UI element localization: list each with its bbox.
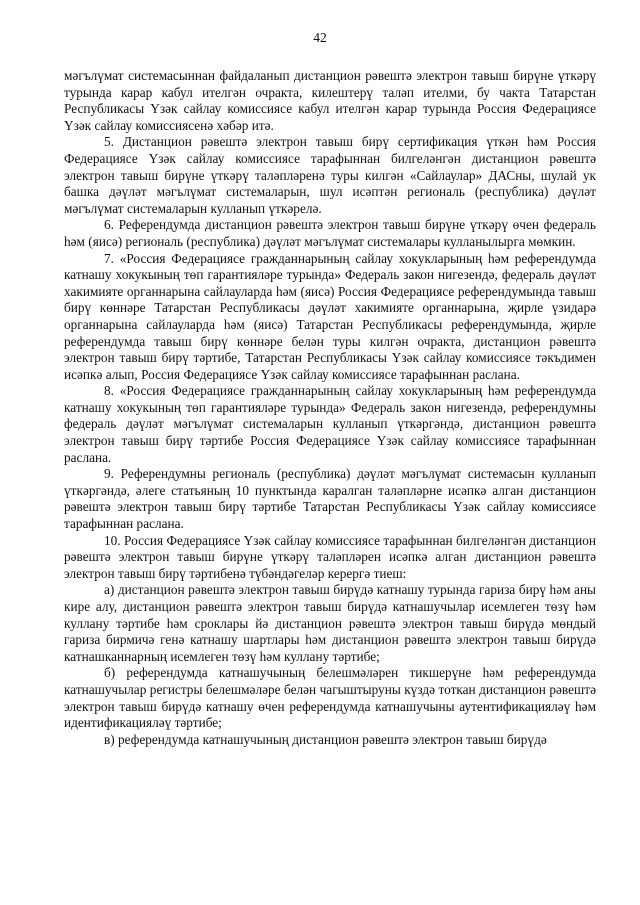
paragraph-item-7: 7. «Россия Федерациясе гражданнарының сайлау хокукларының һәм референдумда катнашу хокукының төп гарантияләре турында» Федераль закон нигезендә, федераль дәүләт хакимияте органнарына сайлауларда һәм (яисә) Россия Федерациясе референдумында тавыш бирү көннәре Татарстан Республикасы дәүләт хакимияте органнарына, җирле үзидарә органнарына сайлауларда һәм (яисә) Татарстан Республикасы референдумында, җирле референдумда тавыш бирү көннәре белән туры килгән очракта, дистанцион рәвештә электрон тавыш бирү тәртибе, Татарстан Республикасы Үзәк сайлау комиссиясе тәкъдимен исәпкә алып, Россия Федерациясе Үзәк сайлау комиссиясе тарафыннан раслана. xyxy=(64,250,596,382)
paragraph-item-9: 9. Референдумны региональ (республика) дәүләт мәгълүмат системасын кулланып үткәргәндә, әлеге статьяның 10 пунктында каралган таләпләрне исәпкә алган дистанцион рәвештә электрон тавыш бирү тәртибе Татарстан Республикасы Үзәк сайлау комиссиясе тарафыннан раслана. xyxy=(64,466,596,532)
page-number: 42 xyxy=(313,30,327,45)
paragraph-item-5: 5. Дистанцион рәвештә электрон тавыш бирү сертификация үткән һәм Россия Федерациясе Үзәк сайлау комиссиясе тарафыннан билгеләнгән дистанцион рәвештә электрон тавыш бирүне үткәрү таләпләренә туры килгән «Сайлаулар» ДАСны, шулай ук башка дәүләт мәгълүмат системаларын, шул исәптән региональ (республика) дәүләт мәгълүмат системаларын кулланып үткәрелә. xyxy=(64,134,596,216)
paragraph-item-8: 8. «Россия Федерациясе гражданнарының сайлау хокукларының һәм референдумда катнашу хокукының төп гарантияләре турында» Федераль закон нигезендә, референдумны федераль дәүләт мәгълүмат системаларын кулланып үткәргәндә, дистанцион рәвештә электрон тавыш бирү тәртибе Россия Федерациясе Үзәк сайлау комиссиясе тарафыннан раслана. xyxy=(64,383,596,465)
paragraph-subitem-v: в) референдумда катнашучының дистанцион рәвештә электрон тавыш бирүдә xyxy=(104,731,547,747)
paragraph-item-10: 10. Россия Федерациясе Үзәк сайлау комиссиясе тарафыннан билгеләнгән дистанцион рәвештә электрон тавыш бирүне үткәрү таләпләрен исәпкә алган дистанцион рәвештә электрон тавыш бирү тәртибенә түбәндәгеләр керергә тиеш: xyxy=(64,532,596,581)
document-body xyxy=(64,68,596,748)
paragraph-subitem-b: б) референдумда катнашучының белешмәләрен тикшерүне һәм референдумда катнашучылар регистры белешмәләре белән чагыштыруны күздә тоткан дистанцион рәвештә электрон тавыш бирүдә катнашу өчен референдумда катнашучыны аутентификацияләү һәм идентификацияләү тәртибе; xyxy=(64,665,596,731)
paragraph-continuation: мәгълүмат системасыннан файдаланып дистанцион рәвештә электрон тавыш бирүне үткәрү турында карар кабул ителгән очракта, килештерү таләп ителми, бу чакта Татарстан Республикасы Үзәк сайлау комиссиясе кабул ителгән карар турында Россия Федерациясе Үзәк сайлау комиссиясенә хәбәр итә. xyxy=(64,68,596,133)
paragraph-subitem-a: а) дистанцион рәвештә электрон тавыш бирүдә катнашу турында гариза бирү һәм аны кире алу, дистанцион рәвештә электрон тавыш бирүдә катнашучылар исемлеген төзү һәм куллану тәртибе һәм сроклары йә дистанцион рәвештә электрон тавыш бирүдә мөндый гариза бирмичә генә катнашу шартлары һәм дистанцион рәвештә электрон тавыш бирүдә катнашканнарның исемлеген төзү һәм куллану тәртибе; xyxy=(64,582,596,664)
paragraph-item-6: 6. Референдумда дистанцион рәвештә электрон тавыш бирүне үткәрү өчен федераль һәм (яисә) региональ (республика) дәүләт мәгълүмат системалары кулланылырга мөмкин. xyxy=(64,217,596,249)
